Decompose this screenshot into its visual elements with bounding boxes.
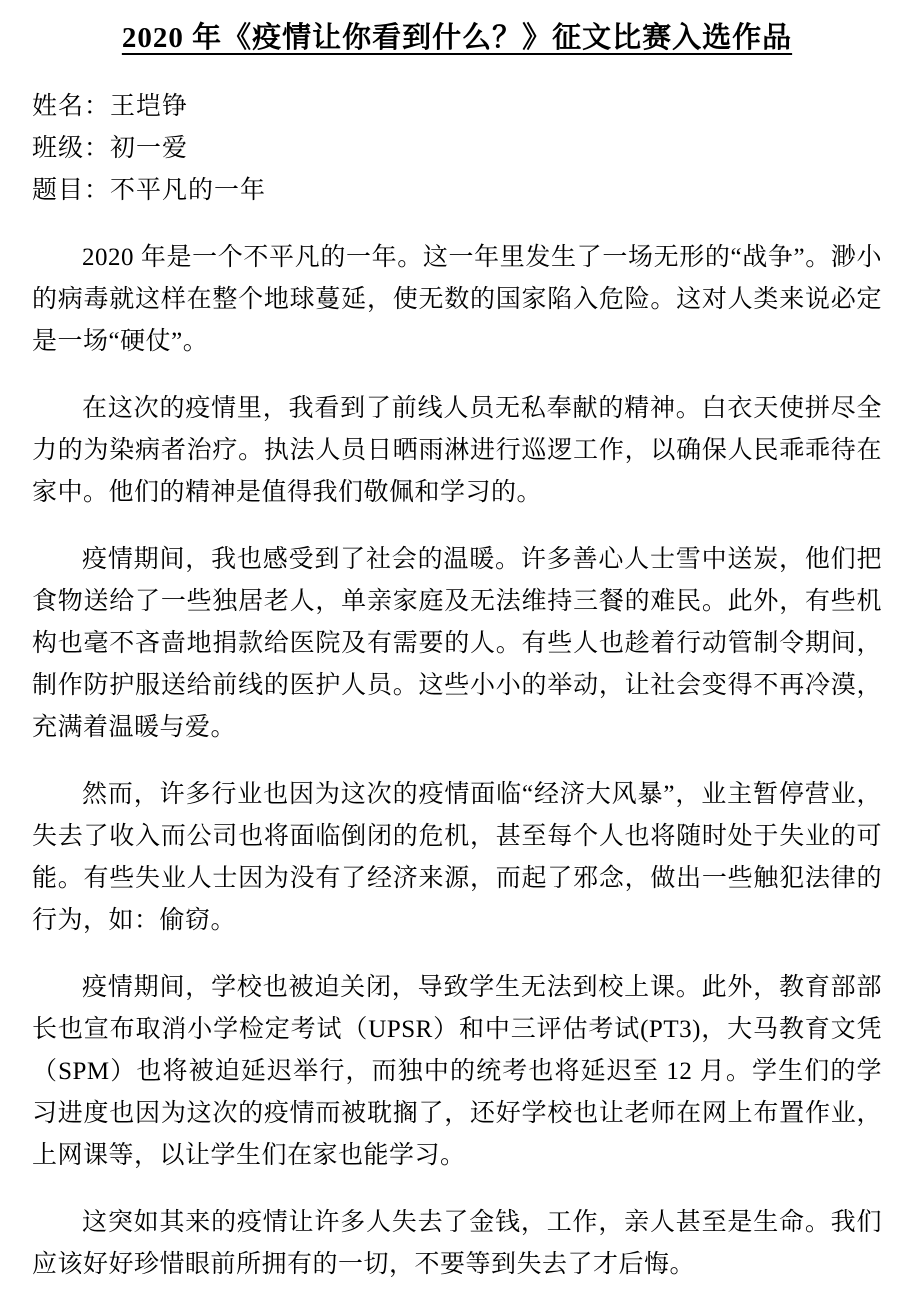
essay-paragraph-3: 疫情期间，我也感受到了社会的温暖。许多善心人士雪中送炭，他们把食物送给了一些独居老人，单亲家庭及无法维持三餐的难民。此外，有些机构也毫不吝啬地捐款给医院及有需要的人。有些人也趁着行动管制令期间，制作防护服送给前线的医护人员。这些小小的举动，让社会变得不再冷漠，充满着温暖与爱。 bbox=[32, 546, 882, 741]
meta-line-essay-title bbox=[32, 170, 882, 212]
essay-paragraph-5: 疫情期间，学校也被迫关闭，导致学生无法到校上课。此外，教育部部长也宣布取消小学检定考试（UPSR）和中三评估考试(PT3)，大马教育文凭（SPM）也将被迫延迟举行，而独中的统考也将延迟至 12 月。学生们的学习进度也因为这次的疫情而被耽搁了，还好学校也让老师在网上布置作业，上网课等，以让学生们在家也能学习。 bbox=[32, 974, 882, 1169]
meta-block bbox=[32, 86, 882, 212]
meta-label-class: 班级： bbox=[32, 135, 111, 162]
document-title: 2020 年《疫情让你看到什么？》征文比赛入选作品 bbox=[121, 22, 793, 54]
essay-paragraph-4: 然而，许多行业也因为这次的疫情面临“经济大风暴”，业主暂停营业，失去了收入而公司也将面临倒闭的危机，甚至每个人也将随时处于失业的可能。有些失业人士因为没有了经济来源，而起了邪念，做出一些触犯法律的行为，如：偷窃。 bbox=[32, 781, 882, 934]
meta-line-class bbox=[32, 128, 882, 170]
meta-label-essay-title: 题目： bbox=[32, 177, 111, 204]
meta-value-essay-title: 不平凡的一年 bbox=[110, 177, 267, 204]
essay-paragraph-6: 这突如其来的疫情让许多人失去了金钱，工作，亲人甚至是生命。我们应该好好珍惜眼前所拥有的一切，不要等到失去了才后悔。 bbox=[32, 1209, 882, 1278]
meta-value-class: 初一爱 bbox=[110, 135, 189, 162]
meta-label-name: 姓名： bbox=[32, 93, 111, 120]
meta-value-name: 王垲铮 bbox=[110, 93, 189, 120]
meta-line-name bbox=[32, 86, 882, 128]
essay-paragraph-2: 在这次的疫情里，我看到了前线人员无私奉献的精神。白衣天使拼尽全力的为染病者治疗。执法人员日晒雨淋进行巡逻工作，以确保人民乖乖待在家中。他们的精神是值得我们敬佩和学习的。 bbox=[32, 395, 882, 506]
essay-paragraph-1: 2020 年是一个不平凡的一年。这一年里发生了一场无形的“战争”。渺小的病毒就这样在整个地球蔓延，使无数的国家陷入危险。这对人类来说必定是一场“硬仗”。 bbox=[32, 244, 882, 355]
